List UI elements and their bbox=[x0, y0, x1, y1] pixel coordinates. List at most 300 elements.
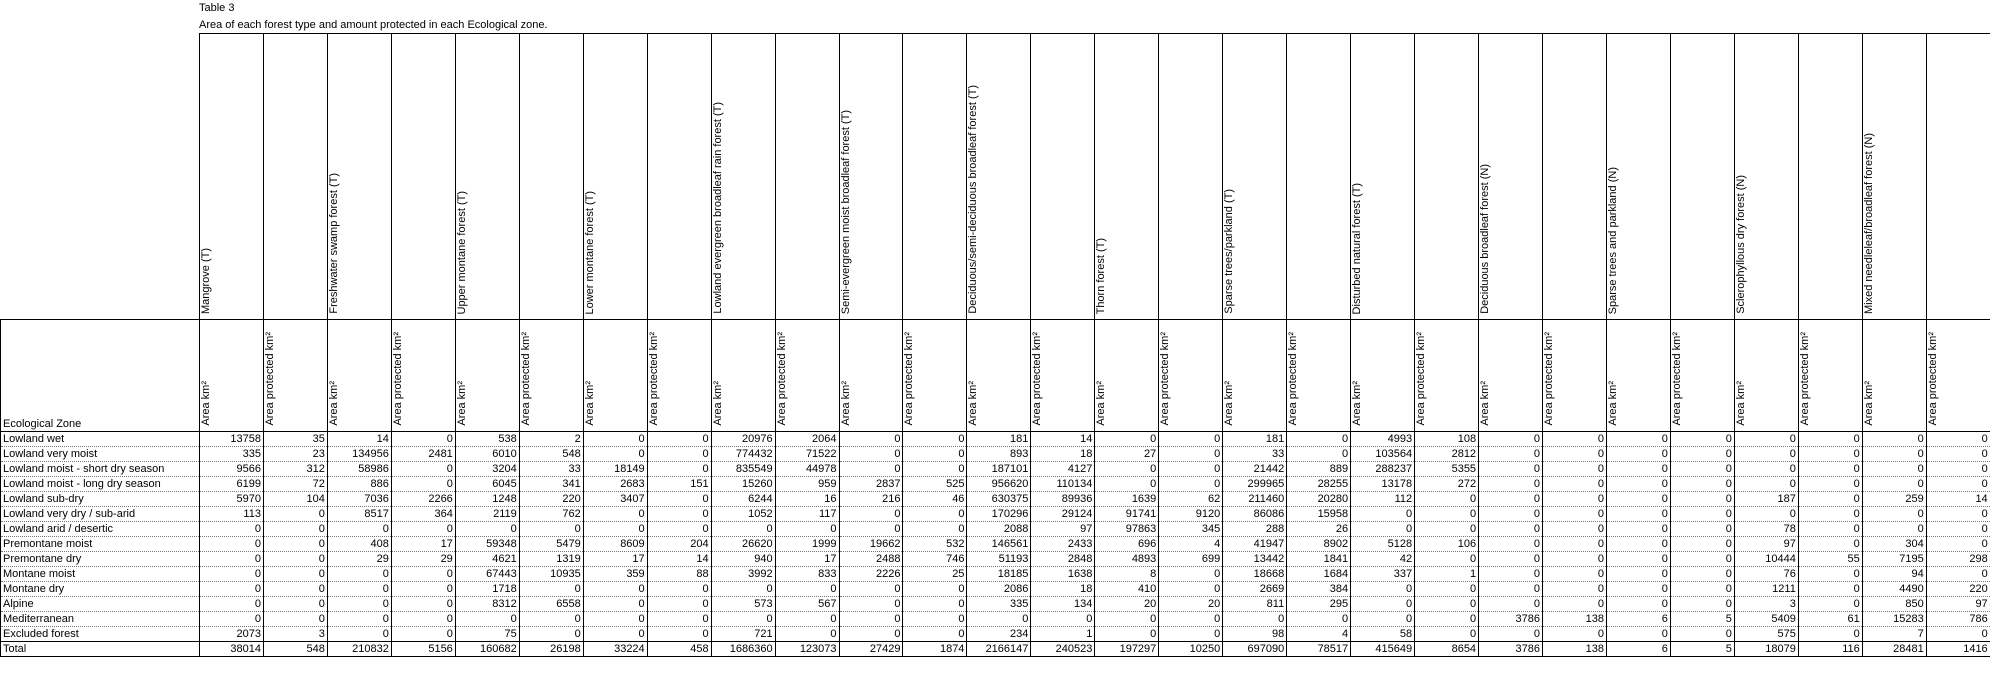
area-value: 15283 bbox=[1862, 612, 1926, 627]
protected-value: 0 bbox=[263, 582, 327, 597]
protected-value: 699 bbox=[1159, 552, 1223, 567]
area-value: 5409 bbox=[1734, 612, 1798, 627]
protected-value: 0 bbox=[1926, 447, 1990, 462]
area-protected-header bbox=[1159, 320, 1223, 432]
protected-value: 4127 bbox=[1031, 462, 1095, 477]
protected-value: 26 bbox=[1287, 522, 1351, 537]
area-value: 940 bbox=[711, 552, 775, 567]
protected-value: 0 bbox=[1926, 462, 1990, 477]
protected-value: 138 bbox=[1543, 612, 1607, 627]
measure-label: Area km² bbox=[1606, 381, 1619, 426]
forest-type-label: Deciduous/semi-deciduous broadleaf forest (T) bbox=[967, 85, 980, 314]
forest-type-label: Mangrove (T) bbox=[200, 247, 212, 314]
area-value: 0 bbox=[1734, 507, 1798, 522]
area-value: 6045 bbox=[455, 477, 519, 492]
area-value: 0 bbox=[967, 612, 1031, 627]
measure-label: Area km² bbox=[583, 381, 596, 426]
protected-value: 220 bbox=[519, 492, 583, 507]
forest-type-header bbox=[583, 34, 647, 320]
area-value: 91741 bbox=[1095, 507, 1159, 522]
area-value: 0 bbox=[1479, 522, 1543, 537]
area-value: 0 bbox=[583, 522, 647, 537]
area-value: 415649 bbox=[1351, 642, 1415, 657]
protected-value: 0 bbox=[1159, 432, 1223, 447]
area-header bbox=[1223, 320, 1287, 432]
area-value: 0 bbox=[455, 522, 519, 537]
area-value: 211460 bbox=[1223, 492, 1287, 507]
area-value: 0 bbox=[1479, 627, 1543, 642]
measure-label: Area protected km² bbox=[1031, 332, 1044, 426]
protected-value: 0 bbox=[263, 597, 327, 612]
forest-type-header bbox=[1479, 34, 1543, 320]
area-value: 0 bbox=[1351, 597, 1415, 612]
protected-value: 0 bbox=[1798, 537, 1862, 552]
area-value: 0 bbox=[1351, 612, 1415, 627]
table-row bbox=[1, 462, 1990, 477]
area-value: 0 bbox=[839, 462, 903, 477]
protected-value: 0 bbox=[1926, 477, 1990, 492]
measure-label: Area protected km² bbox=[1926, 332, 1939, 426]
area-value: 2086 bbox=[967, 582, 1031, 597]
area-value: 288 bbox=[1223, 522, 1287, 537]
protected-value: 532 bbox=[903, 537, 967, 552]
protected-value: 0 bbox=[391, 432, 455, 447]
measure-label: Area km² bbox=[1095, 381, 1108, 426]
protected-value: 0 bbox=[1543, 507, 1607, 522]
protected-value: 959 bbox=[775, 477, 839, 492]
protected-value: 5355 bbox=[1415, 462, 1479, 477]
protected-value: 0 bbox=[391, 627, 455, 642]
area-value: 0 bbox=[839, 507, 903, 522]
area-value: 58986 bbox=[327, 462, 391, 477]
area-value: 1639 bbox=[1095, 492, 1159, 507]
area-value: 13442 bbox=[1223, 552, 1287, 567]
table-row bbox=[1, 507, 1990, 522]
area-value: 0 bbox=[327, 612, 391, 627]
area-value: 0 bbox=[1223, 612, 1287, 627]
area-protected-header bbox=[775, 320, 839, 432]
protected-value: 0 bbox=[647, 612, 711, 627]
protected-value: 0 bbox=[903, 612, 967, 627]
protected-value: 8902 bbox=[1287, 537, 1351, 552]
measure-label: Area protected km² bbox=[1543, 332, 1556, 426]
measure-label: Area km² bbox=[839, 381, 852, 426]
area-value: 0 bbox=[1095, 432, 1159, 447]
area-value: 216 bbox=[839, 492, 903, 507]
protected-value: 0 bbox=[903, 432, 967, 447]
area-value: 630375 bbox=[967, 492, 1031, 507]
table-row bbox=[1, 627, 1990, 642]
protected-value: 0 bbox=[1798, 507, 1862, 522]
protected-value: 61 bbox=[1798, 612, 1862, 627]
area-value: 181 bbox=[1223, 432, 1287, 447]
area-value: 0 bbox=[1734, 447, 1798, 462]
area-value: 3786 bbox=[1479, 642, 1543, 657]
area-value: 0 bbox=[1606, 597, 1670, 612]
measure-label: Area km² bbox=[711, 381, 724, 426]
area-protected-header bbox=[391, 320, 455, 432]
area-value: 0 bbox=[1606, 462, 1670, 477]
forest-type-header bbox=[1862, 34, 1926, 320]
area-value: 0 bbox=[1606, 492, 1670, 507]
area-value: 0 bbox=[327, 522, 391, 537]
measure-label: Area km² bbox=[200, 381, 212, 426]
protected-value: 0 bbox=[1543, 537, 1607, 552]
area-protected-header bbox=[1415, 320, 1479, 432]
measure-label: Area protected km² bbox=[647, 332, 660, 426]
forest-type-header bbox=[839, 34, 903, 320]
protected-value: 1416 bbox=[1926, 642, 1990, 657]
protected-value: 0 bbox=[1798, 477, 1862, 492]
zone-name: Montane moist bbox=[1, 567, 200, 582]
area-value: 20 bbox=[1095, 597, 1159, 612]
protected-value: 117 bbox=[775, 507, 839, 522]
area-protected-header bbox=[263, 320, 327, 432]
protected-value: 0 bbox=[775, 612, 839, 627]
area-value: 721 bbox=[711, 627, 775, 642]
protected-value: 889 bbox=[1287, 462, 1351, 477]
forest-type-label: Lowland evergreen broadleaf rain forest (T) bbox=[711, 102, 724, 314]
protected-value: 0 bbox=[1670, 537, 1734, 552]
protected-value: 0 bbox=[1926, 432, 1990, 447]
protected-value: 0 bbox=[1415, 492, 1479, 507]
forest-type-label: Thorn forest (T) bbox=[1095, 237, 1108, 314]
area-protected-header bbox=[903, 320, 967, 432]
forest-type-header-blank bbox=[1159, 34, 1223, 320]
zone-name: Premontane moist bbox=[1, 537, 200, 552]
area-value: 7195 bbox=[1862, 552, 1926, 567]
area-value: 0 bbox=[327, 582, 391, 597]
protected-value: 0 bbox=[1415, 612, 1479, 627]
area-value: 86086 bbox=[1223, 507, 1287, 522]
protected-value: 0 bbox=[1543, 522, 1607, 537]
protected-value: 62 bbox=[1159, 492, 1223, 507]
protected-value: 0 bbox=[1415, 522, 1479, 537]
forest-type-header-blank bbox=[1031, 34, 1095, 320]
forest-type-header-row bbox=[1, 34, 1990, 320]
area-value: 160682 bbox=[455, 642, 519, 657]
protected-value: 0 bbox=[519, 522, 583, 537]
area-value: 0 bbox=[1351, 507, 1415, 522]
protected-value: 0 bbox=[647, 507, 711, 522]
protected-value: 0 bbox=[647, 492, 711, 507]
forest-type-label: Freshwater swamp forest (T) bbox=[327, 173, 340, 314]
measure-label: Area km² bbox=[1223, 381, 1236, 426]
protected-value: 298 bbox=[1926, 552, 1990, 567]
area-value: 0 bbox=[1606, 522, 1670, 537]
protected-value: 240523 bbox=[1031, 642, 1095, 657]
protected-value: 0 bbox=[1798, 447, 1862, 462]
forest-type-header-blank bbox=[1926, 34, 1990, 320]
area-value: 0 bbox=[200, 612, 264, 627]
area-value: 0 bbox=[1095, 612, 1159, 627]
area-value: 4893 bbox=[1095, 552, 1159, 567]
area-value: 103564 bbox=[1351, 447, 1415, 462]
forest-type-header bbox=[1734, 34, 1798, 320]
area-value: 8517 bbox=[327, 507, 391, 522]
zone-name: Premontane dry bbox=[1, 552, 200, 567]
area-value: 2226 bbox=[839, 567, 903, 582]
area-value: 75 bbox=[455, 627, 519, 642]
zone-name: Lowland wet bbox=[1, 432, 200, 447]
protected-value: 78517 bbox=[1287, 642, 1351, 657]
protected-value: 0 bbox=[519, 627, 583, 642]
protected-value: 0 bbox=[1798, 627, 1862, 642]
forest-type-label: Disturbed natural forest (T) bbox=[1351, 182, 1364, 314]
area-value: 17 bbox=[583, 552, 647, 567]
area-value: 0 bbox=[1606, 447, 1670, 462]
protected-value: 0 bbox=[1926, 627, 1990, 642]
protected-value: 0 bbox=[1670, 522, 1734, 537]
forest-type-header bbox=[1223, 34, 1287, 320]
area-value: 956620 bbox=[967, 477, 1031, 492]
protected-value: 0 bbox=[903, 507, 967, 522]
forest-type-label: Upper montane forest (T) bbox=[455, 190, 468, 314]
area-header bbox=[1095, 320, 1159, 432]
area-header bbox=[839, 320, 903, 432]
area-value: 696 bbox=[1095, 537, 1159, 552]
area-value: 67443 bbox=[455, 567, 519, 582]
protected-value: 341 bbox=[519, 477, 583, 492]
forest-type-label: Mixed needleleaf/broadleaf forest (N) bbox=[1862, 133, 1875, 314]
protected-value: 0 bbox=[1798, 597, 1862, 612]
protected-value: 6558 bbox=[519, 597, 583, 612]
forest-type-label: Sparse trees/parkland (T) bbox=[1223, 189, 1236, 314]
protected-value: 23 bbox=[263, 447, 327, 462]
area-value: 0 bbox=[1606, 567, 1670, 582]
area-value: 0 bbox=[711, 612, 775, 627]
area-protected-header bbox=[1926, 320, 1990, 432]
area-value: 0 bbox=[583, 627, 647, 642]
area-value: 7 bbox=[1862, 627, 1926, 642]
area-value: 1211 bbox=[1734, 582, 1798, 597]
measure-label: Area km² bbox=[1862, 381, 1875, 426]
area-value: 0 bbox=[839, 432, 903, 447]
area-value: 0 bbox=[1606, 627, 1670, 642]
forest-type-header-blank bbox=[1287, 34, 1351, 320]
protected-value: 1319 bbox=[519, 552, 583, 567]
area-value: 10444 bbox=[1734, 552, 1798, 567]
measure-label: Area km² bbox=[1479, 381, 1492, 426]
protected-value: 272 bbox=[1415, 477, 1479, 492]
protected-value: 97 bbox=[1031, 522, 1095, 537]
area-protected-header bbox=[1287, 320, 1351, 432]
forest-type-header bbox=[1095, 34, 1159, 320]
protected-value: 9120 bbox=[1159, 507, 1223, 522]
area-value: 197297 bbox=[1095, 642, 1159, 657]
forest-type-label: Lower montane forest (T) bbox=[583, 190, 596, 314]
area-value: 2166147 bbox=[967, 642, 1031, 657]
protected-value: 0 bbox=[1670, 477, 1734, 492]
area-value: 7036 bbox=[327, 492, 391, 507]
area-protected-header bbox=[1543, 320, 1607, 432]
area-value: 13758 bbox=[200, 432, 264, 447]
area-value: 28481 bbox=[1862, 642, 1926, 657]
protected-value: 72 bbox=[263, 477, 327, 492]
area-value: 0 bbox=[839, 447, 903, 462]
measure-label: Area km² bbox=[455, 381, 468, 426]
protected-value: 0 bbox=[1287, 432, 1351, 447]
area-value: 0 bbox=[1479, 552, 1543, 567]
protected-value: 1 bbox=[1415, 567, 1479, 582]
area-value: 0 bbox=[1734, 462, 1798, 477]
protected-value: 220 bbox=[1926, 582, 1990, 597]
area-value: 0 bbox=[1351, 582, 1415, 597]
zone-name: Montane dry bbox=[1, 582, 200, 597]
forest-type-label: Semi-evergreen moist broadleaf forest (T) bbox=[839, 109, 852, 314]
protected-value: 71522 bbox=[775, 447, 839, 462]
area-value: 0 bbox=[1606, 552, 1670, 567]
area-value: 0 bbox=[327, 627, 391, 642]
area-value: 42 bbox=[1351, 552, 1415, 567]
area-value: 1686360 bbox=[711, 642, 775, 657]
area-value: 0 bbox=[1479, 447, 1543, 462]
protected-value: 1999 bbox=[775, 537, 839, 552]
protected-value: 35 bbox=[263, 432, 327, 447]
area-value: 359 bbox=[583, 567, 647, 582]
area-value: 299965 bbox=[1223, 477, 1287, 492]
area-value: 1718 bbox=[455, 582, 519, 597]
area-value: 8 bbox=[1095, 567, 1159, 582]
protected-value: 16 bbox=[775, 492, 839, 507]
protected-value: 2064 bbox=[775, 432, 839, 447]
area-value: 0 bbox=[327, 567, 391, 582]
protected-value: 0 bbox=[263, 567, 327, 582]
protected-value: 0 bbox=[1926, 567, 1990, 582]
protected-value: 2848 bbox=[1031, 552, 1095, 567]
area-value: 8312 bbox=[455, 597, 519, 612]
area-value: 187101 bbox=[967, 462, 1031, 477]
protected-value: 0 bbox=[391, 612, 455, 627]
protected-value: 0 bbox=[1543, 432, 1607, 447]
protected-value: 1 bbox=[1031, 627, 1095, 642]
protected-value: 1841 bbox=[1287, 552, 1351, 567]
forest-type-label: Deciduous broadleaf forest (N) bbox=[1479, 164, 1492, 314]
area-value: 5128 bbox=[1351, 537, 1415, 552]
area-value: 0 bbox=[583, 432, 647, 447]
area-header bbox=[1606, 320, 1670, 432]
table-row bbox=[1, 492, 1990, 507]
protected-value: 151 bbox=[647, 477, 711, 492]
area-value: 6 bbox=[1606, 642, 1670, 657]
forest-type-header bbox=[1351, 34, 1415, 320]
area-value: 0 bbox=[1862, 507, 1926, 522]
area-value: 78 bbox=[1734, 522, 1798, 537]
protected-value: 0 bbox=[519, 612, 583, 627]
area-value: 0 bbox=[1479, 567, 1543, 582]
zone-name: Mediterranean bbox=[1, 612, 200, 627]
forest-area-table bbox=[0, 33, 1990, 657]
protected-value: 0 bbox=[647, 522, 711, 537]
measure-label: Area km² bbox=[1351, 381, 1364, 426]
measure-label: Area protected km² bbox=[775, 332, 788, 426]
protected-value: 0 bbox=[1670, 507, 1734, 522]
area-value: 210832 bbox=[327, 642, 391, 657]
protected-value: 0 bbox=[263, 552, 327, 567]
protected-value: 0 bbox=[1926, 507, 1990, 522]
area-value: 170296 bbox=[967, 507, 1031, 522]
protected-value: 110134 bbox=[1031, 477, 1095, 492]
protected-value: 0 bbox=[391, 582, 455, 597]
measure-label: Area protected km² bbox=[1287, 332, 1300, 426]
protected-value: 0 bbox=[1798, 567, 1862, 582]
area-value: 1052 bbox=[711, 507, 775, 522]
protected-value: 0 bbox=[1543, 597, 1607, 612]
protected-value: 18 bbox=[1031, 582, 1095, 597]
protected-value: 762 bbox=[519, 507, 583, 522]
area-value: 288237 bbox=[1351, 462, 1415, 477]
protected-value: 138 bbox=[1543, 642, 1607, 657]
area-value: 4621 bbox=[455, 552, 519, 567]
area-value: 893 bbox=[967, 447, 1031, 462]
area-value: 134956 bbox=[327, 447, 391, 462]
protected-value: 458 bbox=[647, 642, 711, 657]
protected-value: 0 bbox=[1543, 552, 1607, 567]
protected-value: 0 bbox=[1287, 612, 1351, 627]
area-header bbox=[1862, 320, 1926, 432]
table-row bbox=[1, 552, 1990, 567]
area-value: 3 bbox=[1734, 597, 1798, 612]
area-value: 0 bbox=[583, 612, 647, 627]
protected-value: 0 bbox=[1543, 627, 1607, 642]
protected-value: 0 bbox=[1159, 477, 1223, 492]
area-value: 2073 bbox=[200, 627, 264, 642]
area-value: 335 bbox=[200, 447, 264, 462]
protected-value: 29 bbox=[391, 552, 455, 567]
area-value: 41947 bbox=[1223, 537, 1287, 552]
protected-value: 0 bbox=[775, 582, 839, 597]
protected-value: 55 bbox=[1798, 552, 1862, 567]
area-value: 0 bbox=[839, 522, 903, 537]
area-value: 0 bbox=[583, 597, 647, 612]
protected-value: 0 bbox=[1159, 627, 1223, 642]
forest-type-header-blank bbox=[1798, 34, 1862, 320]
protected-value: 123073 bbox=[775, 642, 839, 657]
protected-value: 0 bbox=[1670, 582, 1734, 597]
protected-value: 0 bbox=[1543, 492, 1607, 507]
area-value: 2119 bbox=[455, 507, 519, 522]
protected-value: 0 bbox=[1926, 537, 1990, 552]
area-value: 181 bbox=[967, 432, 1031, 447]
area-value: 76 bbox=[1734, 567, 1798, 582]
protected-value: 14 bbox=[1926, 492, 1990, 507]
area-protected-header bbox=[1670, 320, 1734, 432]
area-value: 2088 bbox=[967, 522, 1031, 537]
protected-value: 548 bbox=[263, 642, 327, 657]
area-value: 0 bbox=[1734, 432, 1798, 447]
protected-value: 29124 bbox=[1031, 507, 1095, 522]
area-value: 811 bbox=[1223, 597, 1287, 612]
area-value: 0 bbox=[1862, 477, 1926, 492]
protected-value: 0 bbox=[775, 522, 839, 537]
protected-value: 0 bbox=[1670, 462, 1734, 477]
forest-type-header-blank bbox=[775, 34, 839, 320]
forest-type-header bbox=[711, 34, 775, 320]
protected-value: 0 bbox=[263, 537, 327, 552]
protected-value: 0 bbox=[903, 582, 967, 597]
protected-value: 0 bbox=[391, 462, 455, 477]
area-header bbox=[967, 320, 1031, 432]
measure-label: Area km² bbox=[1734, 381, 1747, 426]
area-header bbox=[1351, 320, 1415, 432]
protected-value: 0 bbox=[1670, 627, 1734, 642]
area-value: 0 bbox=[1606, 507, 1670, 522]
forest-type-header-blank bbox=[263, 34, 327, 320]
area-value: 21442 bbox=[1223, 462, 1287, 477]
area-value: 575 bbox=[1734, 627, 1798, 642]
protected-value: 525 bbox=[903, 477, 967, 492]
forest-type-header-blank bbox=[647, 34, 711, 320]
